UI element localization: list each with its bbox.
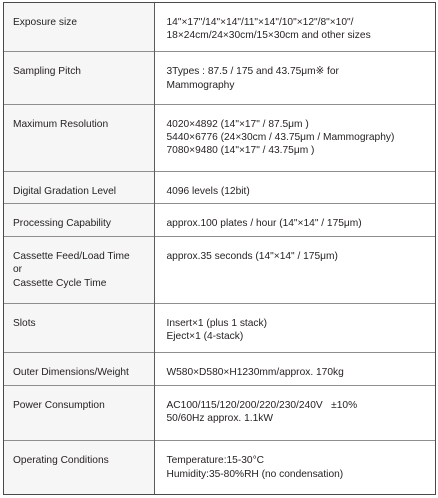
row-value-slots: Insert×1 (plus 1 stack) Eject×1 (4-stack)	[154, 303, 435, 352]
row-value-cassette-feed-load-time: approx.35 seconds (14"×14" / 175μm)	[154, 236, 435, 303]
row-value-processing-capability: approx.100 plates / hour (14"×14" / 175μm)	[154, 203, 435, 236]
row-label-power-consumption: Power Consumption	[4, 385, 154, 440]
row-value-power-consumption: AC100/115/120/200/220/230/240V ±10% 50/60Hz approx. 1.1kW	[154, 385, 435, 440]
row-label-operating-conditions: Operating Conditions	[4, 441, 154, 494]
row-label-slots: Slots	[4, 303, 154, 352]
row-value-exposure-size: 14"×17"/14"×14"/11"×14"/10"×12"/8"×10"/ 18×24cm/24×30cm/15×30cm and other sizes	[154, 3, 435, 52]
row-value-operating-conditions: Temperature:15-30°C Humidity:35-80%RH (no condensation)	[154, 441, 435, 494]
table-row	[4, 203, 435, 236]
specifications-table	[4, 3, 435, 494]
row-value-digital-gradation-level: 4096 levels (12bit)	[154, 172, 435, 203]
table-row	[4, 352, 435, 385]
row-label-outer-dimensions-weight: Outer Dimensions/Weight	[4, 352, 154, 385]
row-value-maximum-resolution: 4020×4892 (14"×17" / 87.5μm ) 5440×6776 (24×30cm / 43.75μm / Mammography) 7080×9480 (14"×17" / 43.75μm )	[154, 104, 435, 172]
row-label-cassette-feed-load-time: Cassette Feed/Load Time or Cassette Cycle Time	[4, 236, 154, 303]
row-label-maximum-resolution: Maximum Resolution	[4, 104, 154, 172]
table-row	[4, 236, 435, 303]
row-label-sampling-pitch: Sampling Pitch	[4, 52, 154, 104]
row-label-digital-gradation-level: Digital Gradation Level	[4, 172, 154, 203]
row-value-sampling-pitch: 3Types : 87.5 / 175 and 43.75μm※ for Mammography	[154, 52, 435, 104]
table-row	[4, 303, 435, 352]
row-label-exposure-size: Exposure size	[4, 3, 154, 52]
row-label-processing-capability: Processing Capability	[4, 203, 154, 236]
table-row	[4, 52, 435, 104]
row-value-outer-dimensions-weight: W580×D580×H1230mm/approx. 170kg	[154, 352, 435, 385]
table-row	[4, 104, 435, 172]
table-row	[4, 385, 435, 440]
table-row	[4, 172, 435, 203]
table-row	[4, 441, 435, 494]
table-row	[4, 3, 435, 52]
